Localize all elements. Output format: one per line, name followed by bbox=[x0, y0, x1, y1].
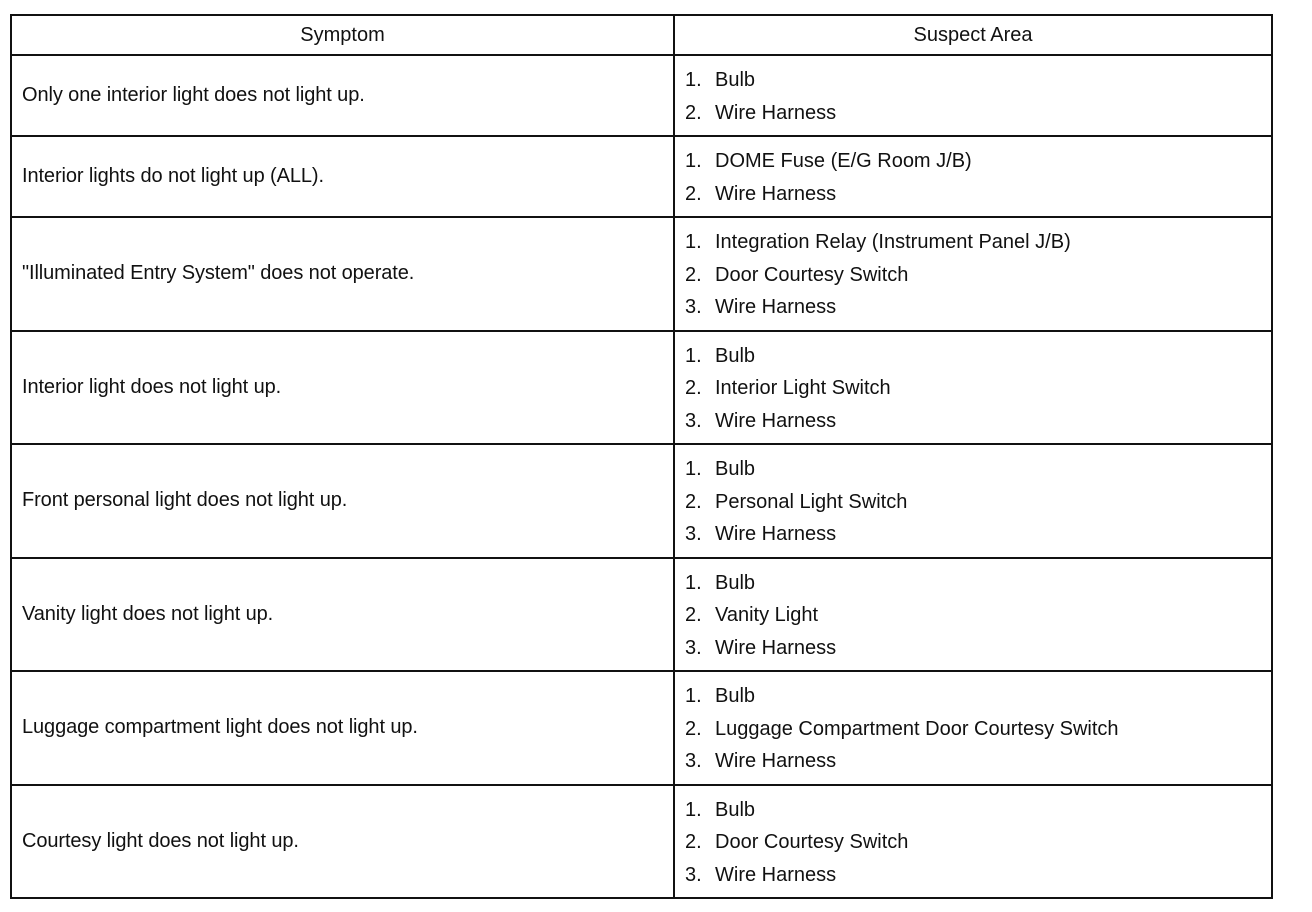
symptom-cell: Front personal light does not light up. bbox=[11, 444, 674, 558]
suspect-item bbox=[685, 453, 1271, 486]
suspect-item bbox=[685, 745, 1271, 778]
suspect-item bbox=[685, 64, 1271, 97]
suspect-text: DOME Fuse (E/G Room J/B) bbox=[715, 150, 972, 172]
suspect-area-cell bbox=[674, 55, 1272, 136]
suspect-text: Wire Harness bbox=[715, 182, 837, 205]
suspect-item bbox=[685, 259, 1271, 292]
symptom-cell: Interior lights do not light up (ALL). bbox=[11, 136, 674, 217]
suspect-text: Bulb bbox=[715, 685, 756, 707]
suspect-number: 1. bbox=[685, 344, 702, 367]
symptom-cell: Vanity light does not light up. bbox=[11, 558, 674, 672]
suspect-item bbox=[685, 340, 1271, 373]
suspect-text: Wire Harness bbox=[715, 636, 837, 659]
symptom-cell: Interior light does not light up. bbox=[11, 331, 674, 445]
suspect-list bbox=[685, 64, 1271, 129]
suspect-text: Wire Harness bbox=[715, 863, 837, 886]
table-row bbox=[11, 136, 1272, 217]
suspect-number: 3. bbox=[685, 750, 702, 772]
suspect-text: Interior Light Switch bbox=[715, 377, 891, 399]
suspect-item bbox=[685, 291, 1271, 324]
suspect-text: Door Courtesy Switch bbox=[715, 263, 909, 286]
suspect-text: Luggage Compartment Door Courtesy Switch bbox=[715, 717, 1119, 740]
troubleshooting-table bbox=[10, 14, 1273, 899]
suspect-number: 1. bbox=[685, 571, 702, 594]
suspect-text: Bulb bbox=[715, 571, 756, 594]
suspect-text: Wire Harness bbox=[715, 523, 837, 545]
suspect-text: Wire Harness bbox=[715, 296, 837, 318]
suspect-text: Wire Harness bbox=[715, 101, 837, 124]
table-row bbox=[11, 558, 1272, 672]
suspect-text: Wire Harness bbox=[715, 409, 837, 432]
suspect-text: Vanity Light bbox=[715, 604, 819, 626]
suspect-item bbox=[685, 405, 1271, 438]
suspect-number: 1. bbox=[685, 458, 702, 480]
suspect-item bbox=[685, 178, 1271, 211]
table-body bbox=[11, 55, 1272, 898]
symptom-cell: "Illuminated Entry System" does not operate. bbox=[11, 217, 674, 331]
troubleshooting-sheet bbox=[10, 14, 1271, 899]
suspect-item bbox=[685, 680, 1271, 713]
suspect-number: 1. bbox=[685, 798, 702, 821]
suspect-text: Bulb bbox=[715, 344, 756, 367]
suspect-number: 1. bbox=[685, 150, 702, 172]
suspect-number: 3. bbox=[685, 523, 702, 545]
suspect-text: Wire Harness bbox=[715, 750, 837, 772]
suspect-area-cell bbox=[674, 331, 1272, 445]
suspect-item bbox=[685, 794, 1271, 827]
suspect-item bbox=[685, 145, 1271, 178]
suspect-item bbox=[685, 486, 1271, 519]
suspect-list bbox=[685, 340, 1271, 438]
suspect-text: Bulb bbox=[715, 458, 756, 480]
suspect-number: 2. bbox=[685, 717, 702, 740]
suspect-text: Personal Light Switch bbox=[715, 490, 908, 513]
suspect-number: 2. bbox=[685, 490, 702, 513]
suspect-item bbox=[685, 567, 1271, 600]
suspect-item bbox=[685, 632, 1271, 665]
suspect-number: 1. bbox=[685, 685, 702, 707]
table-row bbox=[11, 444, 1272, 558]
suspect-list bbox=[685, 145, 1271, 210]
symptom-cell: Luggage compartment light does not light up. bbox=[11, 671, 674, 785]
suspect-text: Bulb bbox=[715, 798, 756, 821]
suspect-number: 2. bbox=[685, 182, 702, 205]
table-row bbox=[11, 217, 1272, 331]
table-row bbox=[11, 331, 1272, 445]
suspect-list bbox=[685, 226, 1271, 324]
symptom-cell: Courtesy light does not light up. bbox=[11, 785, 674, 899]
suspect-item bbox=[685, 372, 1271, 405]
suspect-item bbox=[685, 518, 1271, 551]
table-row bbox=[11, 785, 1272, 899]
suspect-number: 2. bbox=[685, 604, 702, 626]
suspect-list bbox=[685, 794, 1271, 892]
suspect-list bbox=[685, 680, 1271, 778]
suspect-area-cell bbox=[674, 558, 1272, 672]
suspect-list bbox=[685, 453, 1271, 551]
suspect-number: 2. bbox=[685, 263, 702, 286]
suspect-number: 2. bbox=[685, 101, 702, 124]
table-row bbox=[11, 55, 1272, 136]
suspect-number: 2. bbox=[685, 831, 702, 853]
suspect-text: Bulb bbox=[715, 69, 756, 91]
suspect-text: Door Courtesy Switch bbox=[715, 831, 909, 853]
suspect-area-cell bbox=[674, 217, 1272, 331]
suspect-item bbox=[685, 713, 1271, 746]
suspect-number: 3. bbox=[685, 296, 702, 318]
suspect-area-cell bbox=[674, 136, 1272, 217]
suspect-number: 1. bbox=[685, 69, 702, 91]
suspect-area-column-header: Suspect Area bbox=[674, 15, 1272, 55]
suspect-number: 2. bbox=[685, 377, 702, 399]
suspect-number: 3. bbox=[685, 409, 702, 432]
symptom-cell: Only one interior light does not light up. bbox=[11, 55, 674, 136]
symptom-column-header: Symptom bbox=[11, 15, 674, 55]
table-row bbox=[11, 671, 1272, 785]
suspect-text: Integration Relay (Instrument Panel J/B) bbox=[715, 231, 1071, 253]
suspect-number: 3. bbox=[685, 636, 702, 659]
suspect-item bbox=[685, 97, 1271, 130]
suspect-area-cell bbox=[674, 444, 1272, 558]
suspect-number: 3. bbox=[685, 863, 702, 886]
suspect-item bbox=[685, 826, 1271, 859]
header-row bbox=[11, 15, 1272, 55]
suspect-item bbox=[685, 859, 1271, 892]
suspect-list bbox=[685, 567, 1271, 665]
suspect-number: 1. bbox=[685, 231, 702, 253]
suspect-item bbox=[685, 226, 1271, 259]
suspect-item bbox=[685, 599, 1271, 632]
suspect-area-cell bbox=[674, 671, 1272, 785]
suspect-area-cell bbox=[674, 785, 1272, 899]
